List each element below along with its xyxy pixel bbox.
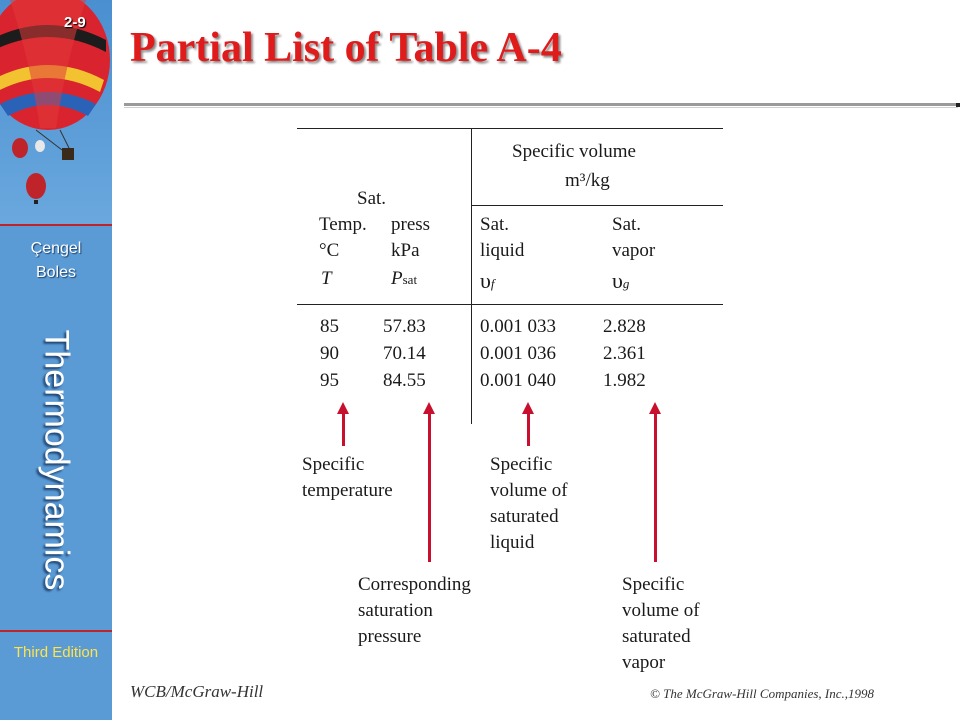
group-header-rule — [472, 205, 723, 206]
vg-header: Sat. — [612, 214, 642, 235]
temp-units: °C — [319, 240, 340, 261]
group-header-units: m³/kg — [565, 170, 610, 191]
table-cell-vf: 0.001 036 — [480, 343, 556, 364]
vf-symbol — [480, 268, 495, 294]
press-symbol-p: P — [391, 268, 403, 289]
label-specific-volume-liquid: Specific volume of saturated liquid — [490, 454, 568, 553]
slide-title: Partial List of Table A-4 — [130, 25, 562, 71]
table-cell-temp: 90 — [320, 343, 339, 364]
vf-liquid: liquid — [480, 240, 525, 261]
header-bottom-rule — [297, 304, 723, 305]
temp-header: Temp. — [319, 214, 367, 235]
publisher-footer: WCB/McGraw-Hill — [130, 682, 264, 701]
arrow-temperature — [342, 412, 345, 446]
arrow-pressure — [428, 412, 431, 562]
vf-symbol-upsilon: υ — [480, 268, 491, 293]
press-units: kPa — [391, 240, 420, 261]
vf-symbol-sub: f — [490, 276, 495, 291]
book-title: Thermodynamics — [37, 329, 76, 591]
vg-symbol-upsilon: υ — [612, 268, 623, 293]
arrow-vg — [654, 412, 657, 562]
author-boles: Boles — [35, 264, 77, 281]
press-header: press — [391, 214, 431, 235]
press-symbol-sub: sat — [402, 272, 418, 287]
sat-label: Sat. — [357, 188, 387, 209]
edition-label: Third Edition — [13, 644, 99, 661]
table-cell-vg: 1.982 — [603, 370, 646, 391]
vg-vapor: vapor — [612, 240, 656, 261]
table-cell-temp: 95 — [320, 370, 339, 391]
label-specific-volume-vapor: Specific volume of saturated vapor — [622, 574, 700, 673]
vf-header: Sat. — [480, 214, 510, 235]
table-cell-vg: 2.361 — [603, 343, 646, 364]
vg-symbol — [612, 268, 629, 294]
slide-number: 2-9 — [64, 14, 86, 31]
temp-symbol: T — [321, 268, 332, 289]
vg-symbol-sub: g — [622, 276, 630, 291]
label-saturation-pressure: Corresponding saturation pressure — [358, 574, 471, 647]
column-divider — [471, 128, 472, 424]
press-symbol — [391, 268, 417, 290]
copyright-footer: © The McGraw-Hill Companies, Inc.,1998 — [650, 686, 874, 701]
table-cell-vf: 0.001 040 — [480, 370, 556, 391]
table-cell-vf: 0.001 033 — [480, 316, 556, 337]
table-cell-temp: 85 — [320, 316, 339, 337]
arrow-vf — [527, 412, 530, 446]
table-cell-press: 70.14 — [383, 343, 426, 364]
author-cengel: Çengel — [30, 240, 82, 257]
table-cell-vg: 2.828 — [603, 316, 646, 337]
table-top-border — [297, 128, 723, 129]
group-header-specific-volume: Specific volume — [512, 141, 636, 162]
table-cell-press: 84.55 — [383, 370, 426, 391]
table-cell-press: 57.83 — [383, 316, 426, 337]
label-specific-temperature: Specific temperature — [302, 454, 393, 501]
